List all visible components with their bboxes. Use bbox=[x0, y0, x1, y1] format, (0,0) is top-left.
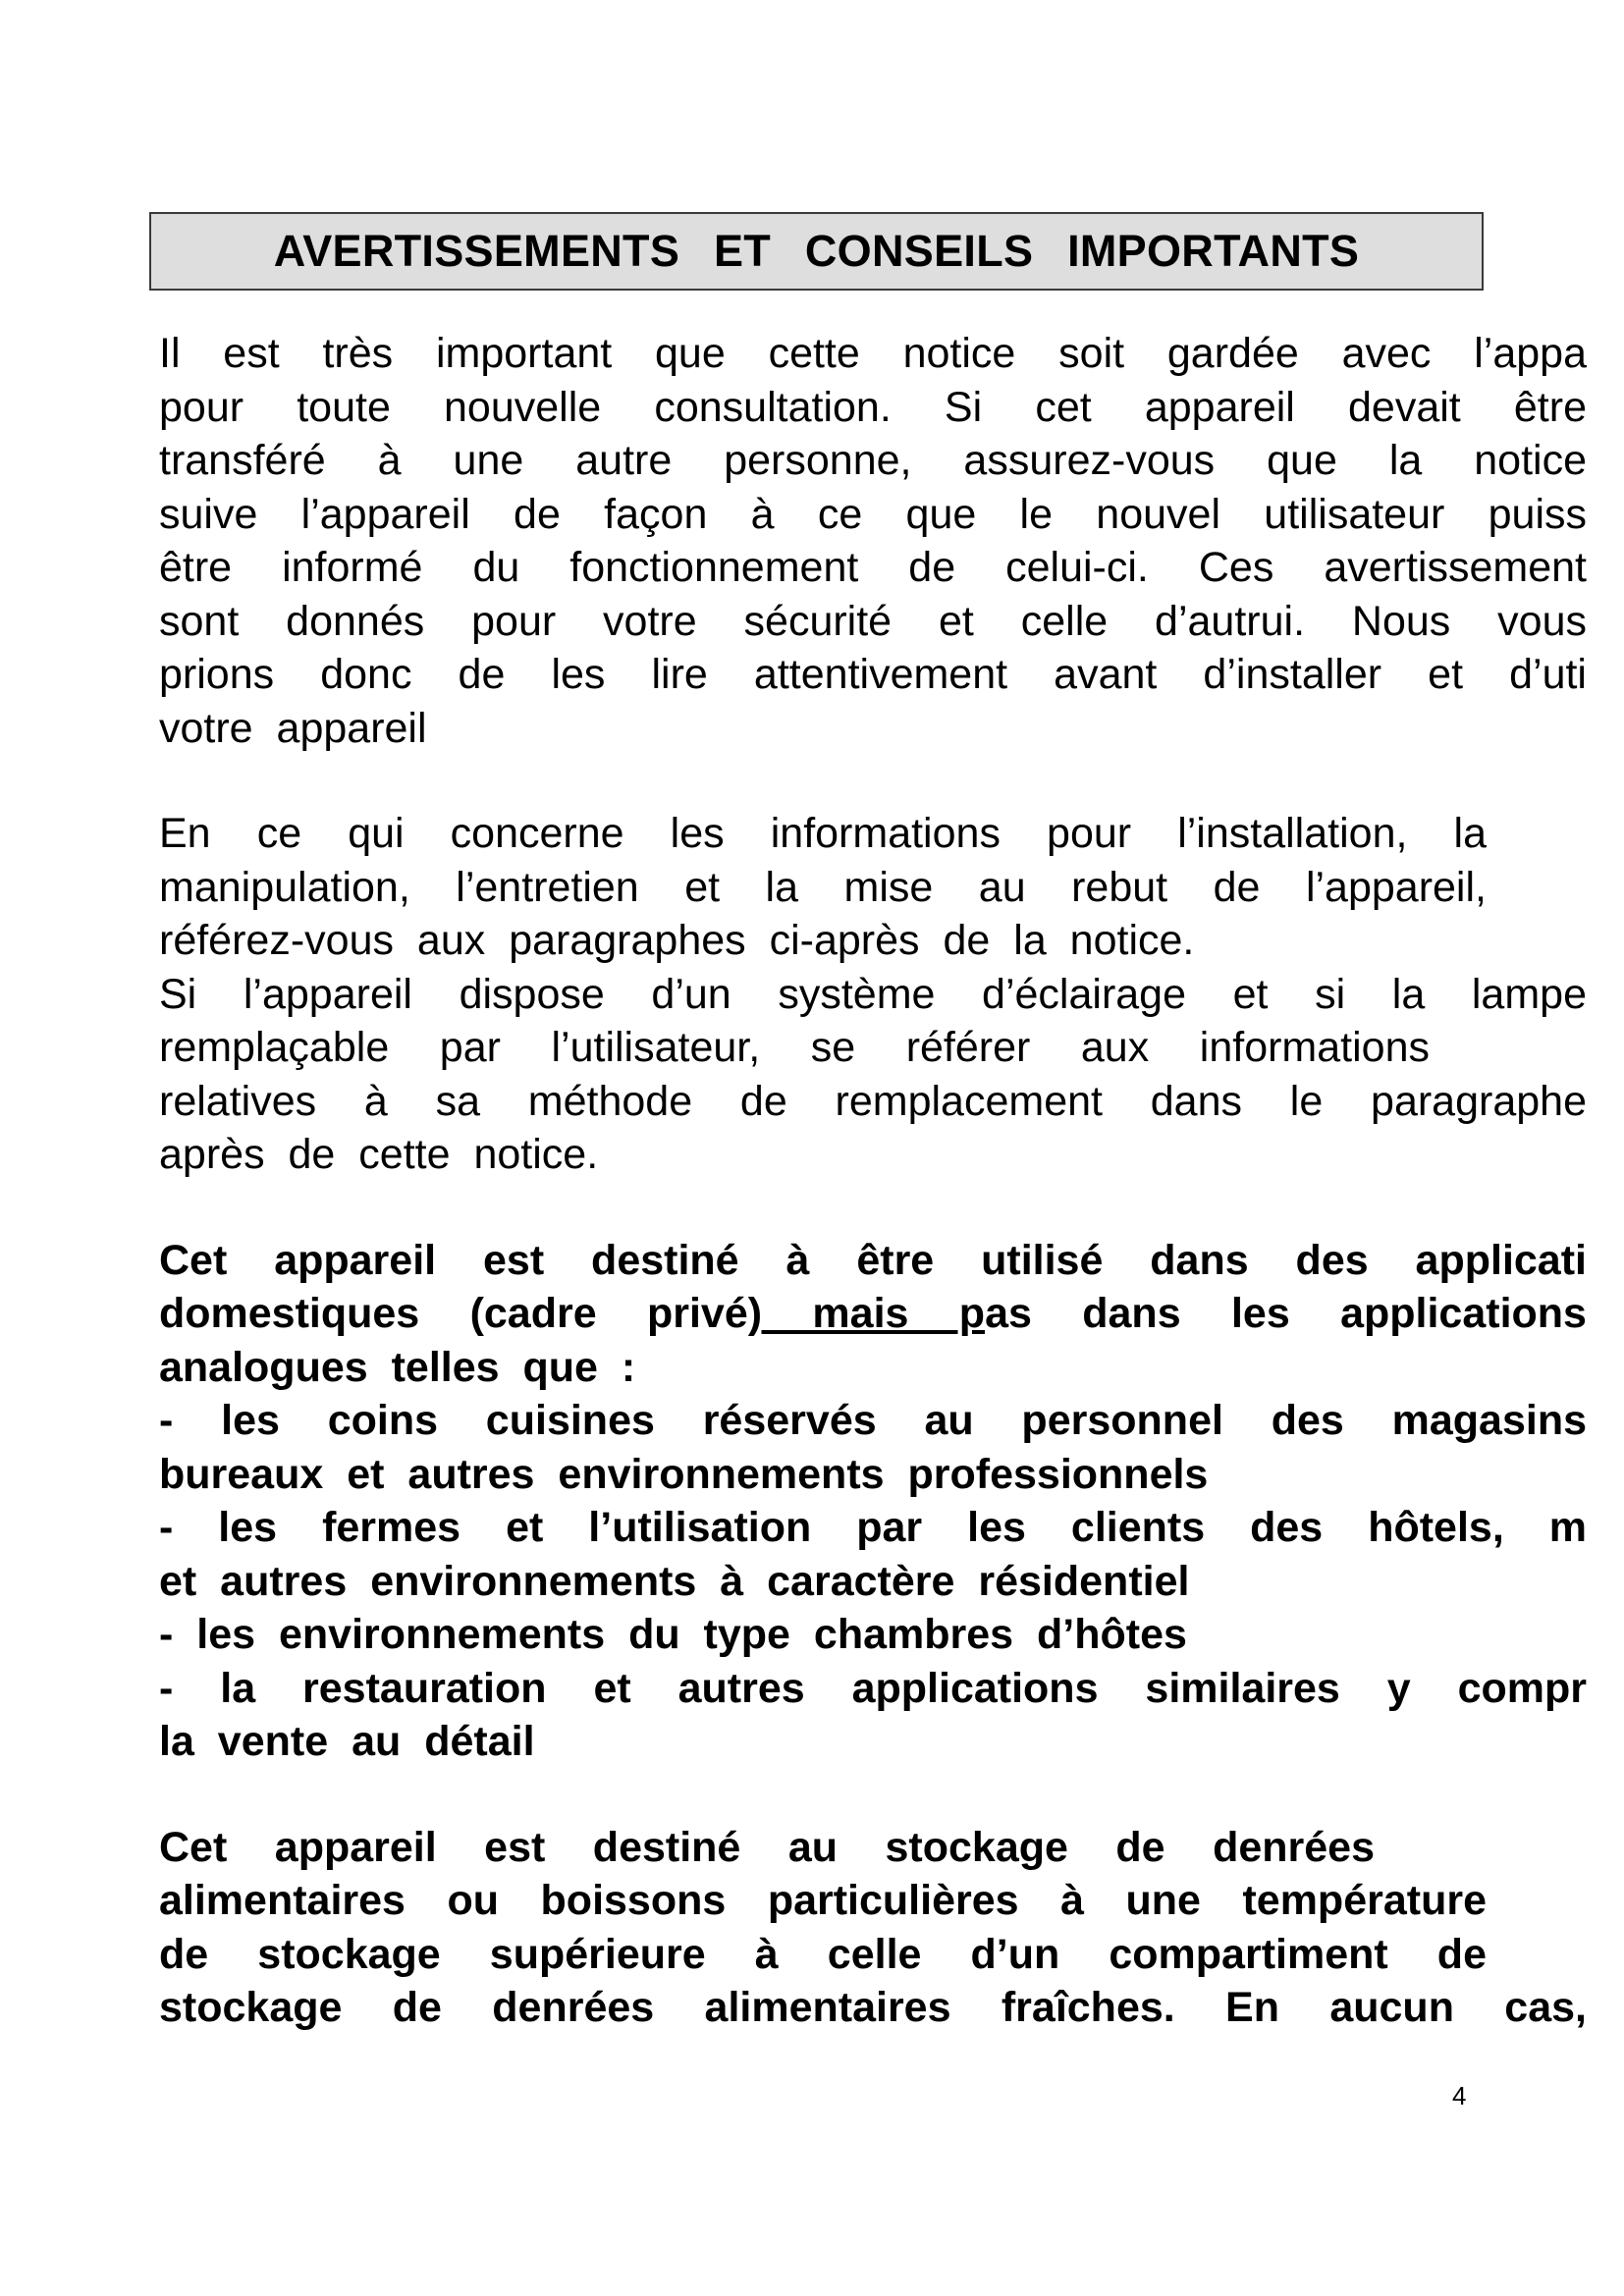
text-line: relatives à sa méthode de remplacement dans le paragraphe bbox=[159, 1077, 1587, 1125]
text-line: transféré à une autre personne, assurez-vous que la notice bbox=[159, 437, 1587, 484]
paragraph-1 bbox=[159, 327, 1624, 755]
text-line: de stockage supérieure à celle d’un compartiment de bbox=[159, 1930, 1487, 1978]
text-segment: as dans les applications bbox=[985, 1290, 1587, 1337]
text-line: et autres environnements à caractère résidentiel bbox=[159, 1557, 1190, 1605]
page-number: 4 bbox=[1452, 2081, 1467, 2110]
text-line-underlined bbox=[159, 1287, 1587, 1341]
text-line: référez-vous aux paragraphes ci-après de la notice. bbox=[159, 917, 1195, 964]
text-line: après de cette notice. bbox=[159, 1131, 599, 1178]
document-body bbox=[159, 327, 1624, 2035]
text-line: être informé du fonctionnement de celui-ci. Ces avertissement bbox=[159, 544, 1587, 591]
paragraph-gap bbox=[159, 1769, 1624, 1821]
text-line: la vente au détail bbox=[159, 1718, 535, 1765]
list-item: - la restauration et autres applications similaires y compr bbox=[159, 1664, 1587, 1712]
paragraph-gap bbox=[159, 1182, 1624, 1234]
text-line: remplaçable par l’utilisateur, se référer aux informations bbox=[159, 1024, 1430, 1071]
text-line: pour toute nouvelle consultation. Si cet appareil devait être bbox=[159, 383, 1587, 431]
paragraph-4 bbox=[159, 1821, 1624, 2035]
list-item: - les fermes et l’utilisation par les clients des hôtels, m bbox=[159, 1504, 1587, 1551]
text-line: stockage de denrées alimentaires fraîches. En aucun cas, bbox=[159, 1984, 1587, 2031]
text-line: votre appareil bbox=[159, 704, 427, 752]
text-line: Si l’appareil dispose d’un système d’éclairage et si la lampe bbox=[159, 970, 1587, 1018]
page-title: AVERTISSEMENTS ET CONSEILS IMPORTANTS bbox=[273, 226, 1360, 276]
text-line: Cet appareil est destiné à être utilisé dans des applicati bbox=[159, 1236, 1587, 1284]
text-segment: domestiques (cadre privé bbox=[159, 1290, 748, 1337]
text-line: analogues telles que : bbox=[159, 1343, 636, 1391]
text-line: sont donnés pour votre sécurité et celle d’autrui. Nous vous bbox=[159, 597, 1587, 645]
paragraph-2 bbox=[159, 807, 1624, 1182]
paragraph-3 bbox=[159, 1234, 1624, 1769]
paragraph-gap bbox=[159, 755, 1624, 807]
text-line: Il est très important que cette notice soit gardée avec l’appa bbox=[159, 330, 1587, 377]
title-box bbox=[149, 212, 1484, 291]
text-line: suive l’appareil de façon à ce que le nouvel utilisateur puiss bbox=[159, 490, 1587, 538]
list-item: - les coins cuisines réservés au personnel des magasins bbox=[159, 1397, 1587, 1444]
underlined-text: ) mais p bbox=[747, 1290, 986, 1337]
text-line: prions donc de les lire attentivement avant d’installer et d’uti bbox=[159, 651, 1587, 698]
text-line: bureaux et autres environnements professionnels bbox=[159, 1450, 1209, 1498]
text-line: manipulation, l’entretien et la mise au rebut de l’appareil, bbox=[159, 863, 1487, 911]
text-line: alimentaires ou boissons particulières à une température bbox=[159, 1877, 1487, 1924]
text-line: Cet appareil est destiné au stockage de denrées bbox=[159, 1823, 1375, 1871]
list-item: - les environnements du type chambres d’hôtes bbox=[159, 1611, 1187, 1658]
text-line: En ce qui concerne les informations pour l’installation, la bbox=[159, 810, 1487, 857]
